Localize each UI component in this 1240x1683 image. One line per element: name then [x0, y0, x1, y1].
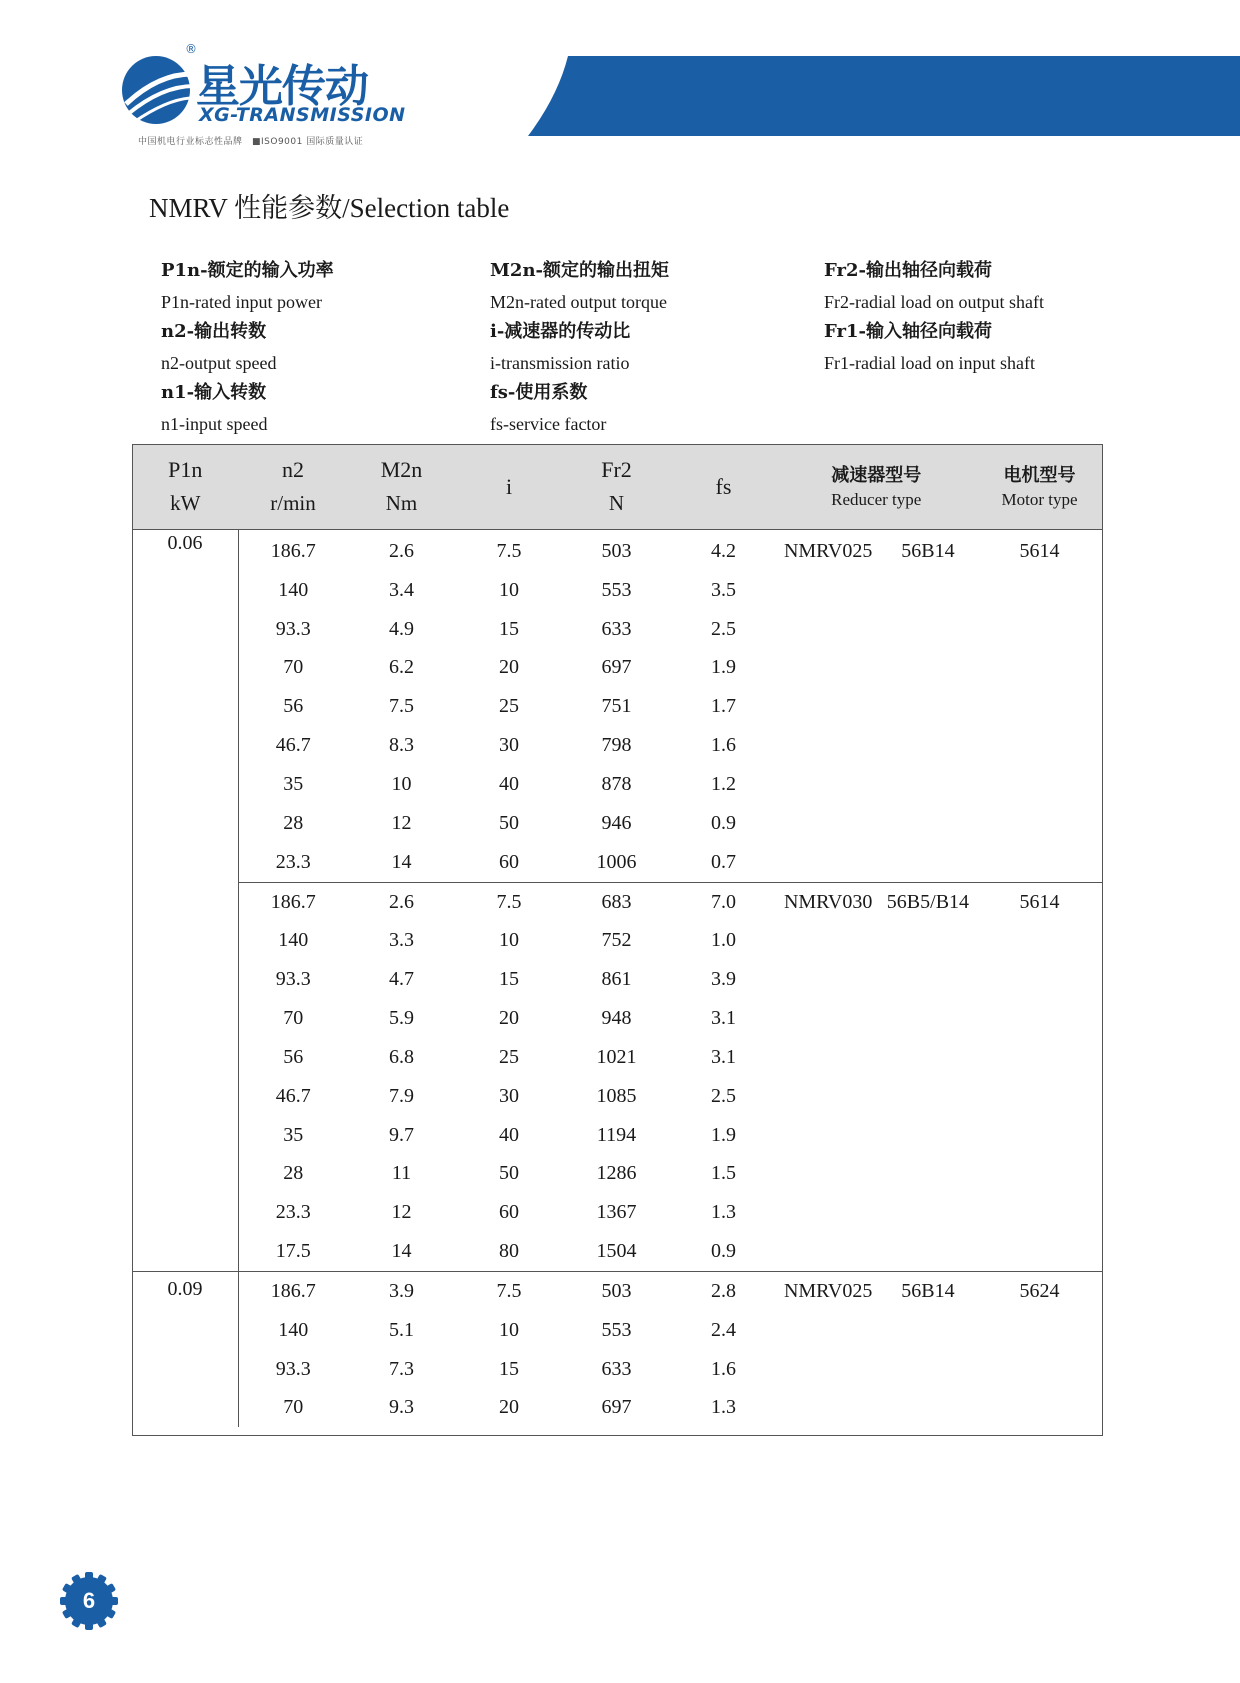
n2-cell: 93.3 [275, 617, 311, 640]
flange-cell [880, 765, 976, 804]
legend-column-2 [490, 256, 669, 439]
m2n-cell: 14 [391, 850, 412, 873]
fr2-cell: 1367 [596, 1201, 637, 1224]
fr2-cell: 697 [601, 1396, 632, 1419]
reducer-type-cell [777, 843, 880, 882]
ratio-cell: 50 [499, 811, 519, 834]
table-row [132, 610, 1103, 649]
table-row [132, 804, 1103, 843]
table-row [132, 1193, 1103, 1232]
ratio-cell: 7.5 [496, 539, 522, 562]
m2n-cell: 4.9 [389, 617, 414, 640]
fs-cell: 2.8 [671, 1272, 777, 1311]
m2n-cell: 9.3 [389, 1396, 414, 1419]
reducer-type-cell [777, 610, 880, 649]
legend-fs-cn: fs-使用系数 [490, 382, 588, 403]
fs-cell: 1.2 [711, 772, 736, 795]
fs-cell: 1.3 [711, 1396, 736, 1419]
table-row [132, 1116, 1103, 1155]
fr2-cell: 553 [601, 578, 632, 601]
reducer-type-cell [777, 649, 880, 688]
fs-cell: 7.0 [671, 882, 777, 921]
fs-cell: 1.9 [711, 656, 736, 679]
flange-cell [880, 1193, 976, 1232]
table-body [132, 530, 1103, 1428]
motor-type-cell [976, 1038, 1103, 1077]
flange-cell: 56B14 [880, 1272, 976, 1311]
fr2-cell: 752 [601, 929, 632, 952]
legend-i-en: i-transmission ratio [490, 352, 630, 373]
motor-type-cell [976, 610, 1103, 649]
table-row [132, 1350, 1103, 1389]
n2-cell: 140 [278, 1318, 309, 1341]
m2n-cell: 7.5 [389, 695, 414, 718]
table-row [132, 1232, 1103, 1271]
flange-cell [880, 1155, 976, 1194]
ratio-cell: 60 [499, 1201, 519, 1224]
motor-type-cell [976, 1116, 1103, 1155]
fs-cell: 2.5 [711, 1084, 736, 1107]
flange-cell [880, 726, 976, 765]
reducer-type-cell [777, 1038, 880, 1077]
n2-cell: 17.5 [275, 1240, 311, 1263]
table-row [132, 1272, 1103, 1311]
flange-cell [880, 1232, 976, 1271]
motor-type-cell [976, 1350, 1103, 1389]
reducer-type-cell [777, 1193, 880, 1232]
fs-cell: 2.4 [711, 1318, 736, 1341]
m2n-cell: 11 [391, 1162, 412, 1185]
n2-cell: 46.7 [275, 734, 311, 757]
n2-cell: 35 [283, 1123, 304, 1146]
table-row [132, 649, 1103, 688]
legend-n1-en: n1-input speed [161, 413, 268, 434]
n2-cell: 28 [283, 811, 304, 834]
legend-m2n-en: M2n-rated output torque [490, 291, 667, 312]
legend-fs-en: fs-service factor [490, 413, 607, 434]
motor-type-cell [976, 571, 1103, 610]
legend-n2-cn: n2-输出转数 [161, 321, 267, 342]
legend-m2n-cn: M2n-额定的输出扭矩 [490, 260, 670, 281]
reducer-type-cell [777, 999, 880, 1038]
fr2-cell: 697 [601, 656, 632, 679]
m2n-cell: 8.3 [389, 734, 414, 757]
fr2-cell: 948 [601, 1007, 632, 1030]
fr2-cell: 1085 [596, 1084, 637, 1107]
motor-type-cell [976, 765, 1103, 804]
header-m2n [348, 445, 456, 530]
table-row [132, 1389, 1103, 1428]
table-row [132, 843, 1103, 882]
legend-n2-en: n2-output speed [161, 352, 277, 373]
selection-table [132, 444, 1103, 1427]
n2-cell: 186.7 [270, 539, 316, 562]
ratio-cell: 7.5 [456, 882, 563, 921]
reducer-type-cell: NMRV030 [777, 882, 880, 921]
m2n-cell: 5.9 [389, 1007, 414, 1030]
flange-cell [880, 1350, 976, 1389]
n2-cell: 140 [278, 929, 309, 952]
brand-name-cn: 星光传动 [196, 61, 368, 112]
flange-cell: 56B5/B14 [880, 882, 976, 921]
flange-cell [880, 843, 976, 882]
m2n-cell: 12 [391, 811, 412, 834]
header-i-symbol: i [505, 474, 513, 499]
fs-cell: 0.7 [711, 850, 736, 873]
ratio-cell: 15 [499, 617, 519, 640]
fr2-cell: 1006 [596, 850, 637, 873]
legend-fr2-cn: Fr2-输出轴径向载荷 [824, 260, 992, 281]
ratio-cell: 20 [499, 656, 519, 679]
reducer-type-cell [777, 1232, 880, 1271]
ratio-cell: 30 [499, 734, 519, 757]
table-row [132, 1155, 1103, 1194]
header-m2n-symbol: M2n [380, 457, 423, 482]
reducer-type-cell [777, 765, 880, 804]
m2n-cell: 12 [391, 1201, 412, 1224]
table-row [132, 921, 1103, 960]
header-motor-type [976, 445, 1103, 530]
n2-cell: 93.3 [275, 968, 311, 991]
reducer-type-cell [777, 1389, 880, 1428]
m2n-cell: 3.9 [348, 1272, 456, 1311]
fr2-cell: 633 [601, 1357, 632, 1380]
fs-cell: 1.9 [711, 1123, 736, 1146]
table-header-row [132, 445, 1103, 530]
m2n-cell: 7.3 [389, 1357, 414, 1380]
m2n-cell: 2.6 [348, 882, 456, 921]
table-row [132, 726, 1103, 765]
header-m2n-unit: Nm [385, 491, 418, 515]
legend-column-3 [824, 256, 1044, 378]
fs-cell: 4.2 [711, 539, 736, 562]
power-cell: 0.09 [132, 1272, 239, 1428]
registered-mark: ® [185, 42, 197, 56]
reducer-type-cell [777, 804, 880, 843]
reducer-type-cell [777, 921, 880, 960]
motor-type-cell [976, 1311, 1103, 1350]
motor-type-cell [976, 960, 1103, 999]
ratio-cell: 40 [499, 772, 519, 795]
motor-type-cell [976, 1077, 1103, 1116]
fs-cell: 3.9 [711, 968, 736, 991]
legend-i-cn: i-减速器的传动比 [490, 321, 631, 342]
table-row [132, 1311, 1103, 1350]
header-reducer-type [777, 445, 977, 530]
fr2-cell: 798 [601, 734, 632, 757]
header-n2-unit: r/min [270, 491, 316, 515]
reducer-type-cell [777, 726, 880, 765]
motor-type-cell [976, 726, 1103, 765]
ratio-cell: 25 [499, 1045, 519, 1068]
n2-cell: 28 [283, 1162, 304, 1185]
ratio-cell: 20 [499, 1396, 519, 1419]
motor-type-cell: 5624 [976, 1272, 1103, 1311]
fr2-cell: 751 [601, 695, 632, 718]
flange-cell [880, 999, 976, 1038]
n2-cell: 70 [283, 1396, 304, 1419]
m2n-cell: 9.7 [389, 1123, 414, 1146]
header-fr2 [563, 445, 671, 530]
fr2-cell: 1194 [596, 1123, 637, 1146]
legend-fr1-cn: Fr1-输入轴径向载荷 [824, 321, 992, 342]
legend-p1n-en: P1n-rated input power [161, 291, 322, 312]
n2-cell: 70 [283, 656, 304, 679]
header-fr2-unit: N [608, 491, 625, 515]
table-row [132, 530, 1103, 571]
motor-type-cell [976, 1193, 1103, 1232]
flange-cell [880, 1311, 976, 1350]
ratio-cell: 60 [499, 850, 519, 873]
table-row [132, 765, 1103, 804]
fr2-cell: 1504 [596, 1240, 637, 1263]
flange-cell [880, 921, 976, 960]
flange-cell [880, 1038, 976, 1077]
reducer-type-cell [777, 1350, 880, 1389]
reducer-type-cell [777, 687, 880, 726]
header-p1n [132, 445, 239, 530]
fs-cell: 3.1 [711, 1045, 736, 1068]
fs-cell: 1.0 [711, 929, 736, 952]
m2n-cell: 14 [391, 1240, 412, 1263]
table-row [132, 687, 1103, 726]
motor-type-cell [976, 1155, 1103, 1194]
fs-cell: 2.5 [711, 617, 736, 640]
motor-type-cell [976, 804, 1103, 843]
motor-type-cell [976, 921, 1103, 960]
fr2-cell: 946 [601, 811, 632, 834]
flange-cell [880, 960, 976, 999]
m2n-cell: 10 [391, 772, 412, 795]
flange-cell [880, 1116, 976, 1155]
fs-cell: 1.3 [711, 1201, 736, 1224]
header-reducer-cn: 减速器型号 [831, 465, 922, 486]
ratio-cell: 15 [499, 968, 519, 991]
m2n-cell: 3.3 [389, 929, 414, 952]
table-row [132, 571, 1103, 610]
m2n-cell: 7.9 [389, 1084, 414, 1107]
flange-cell [880, 1077, 976, 1116]
legend-p1n-cn: P1n-额定的输入功率 [161, 260, 334, 281]
header-motor-cn: 电机型号 [1003, 465, 1076, 486]
legend-fr2-en: Fr2-radial load on output shaft [824, 291, 1044, 312]
legend-column-1 [161, 256, 334, 439]
m2n-cell: 5.1 [389, 1318, 414, 1341]
fr2-cell: 503 [563, 1272, 671, 1311]
table-row [132, 960, 1103, 999]
header-fr2-symbol: Fr2 [601, 457, 632, 482]
fs-cell: 1.6 [711, 734, 736, 757]
page-title: NMRV 性能参数/Selection table [149, 193, 510, 223]
ratio-cell: 30 [499, 1084, 519, 1107]
header-banner [528, 56, 1240, 136]
ratio-cell: 15 [499, 1357, 519, 1380]
n2-cell: 56 [283, 695, 304, 718]
header-reducer-en: Reducer type [831, 490, 922, 509]
fr2-cell: 861 [601, 968, 632, 991]
n2-cell: 140 [278, 578, 309, 601]
fs-cell: 0.9 [711, 811, 736, 834]
ratio-cell: 10 [499, 578, 519, 601]
motor-type-cell [976, 1232, 1103, 1271]
brand-name-en: XG-TRANSMISSION [199, 104, 406, 126]
n2-cell: 23.3 [275, 1201, 311, 1224]
table-row [132, 999, 1103, 1038]
n2-cell: 70 [283, 1007, 304, 1030]
m2n-cell: 3.4 [389, 578, 414, 601]
reducer-type-cell: NMRV025 [777, 1272, 880, 1311]
page-number: 6 [82, 1588, 96, 1613]
n2-cell: 186.7 [239, 1272, 348, 1311]
motor-type-cell: 5614 [1019, 539, 1060, 562]
fr2-cell: 878 [601, 772, 632, 795]
fs-cell: 1.7 [711, 695, 736, 718]
n2-cell: 186.7 [239, 882, 348, 921]
n2-cell: 23.3 [275, 850, 311, 873]
header-p1n-unit: kW [170, 491, 201, 515]
m2n-cell: 2.6 [389, 539, 414, 562]
n2-cell: 93.3 [275, 1357, 311, 1380]
fr2-cell: 683 [563, 882, 671, 921]
fs-cell: 0.9 [711, 1240, 736, 1263]
reducer-type-cell [777, 571, 880, 610]
flange-cell [880, 687, 976, 726]
header-p1n-symbol: P1n [168, 457, 203, 482]
ratio-cell: 7.5 [456, 1272, 563, 1311]
motor-type-cell [976, 1389, 1103, 1428]
fr2-cell: 633 [601, 617, 632, 640]
m2n-cell: 6.8 [389, 1045, 414, 1068]
fs-cell: 1.5 [711, 1162, 736, 1185]
header-motor-en: Motor type [1001, 490, 1078, 509]
reducer-type-cell [777, 1116, 880, 1155]
reducer-type-cell [777, 1155, 880, 1194]
flange-cell [880, 649, 976, 688]
header-n2 [239, 445, 348, 530]
motor-type-cell: 5614 [976, 882, 1103, 921]
legend-fr1-en: Fr1-radial load on input shaft [824, 352, 1035, 373]
table-row [132, 1038, 1103, 1077]
fr2-cell: 1286 [596, 1162, 637, 1185]
ratio-cell: 50 [499, 1162, 519, 1185]
fs-cell: 3.1 [711, 1007, 736, 1030]
header-n2-symbol: n2 [282, 457, 304, 482]
flange-cell [880, 571, 976, 610]
fr2-cell: 1021 [596, 1045, 637, 1068]
legend-n1-cn: n1-输入转数 [161, 382, 267, 403]
reducer-type-cell [777, 1077, 880, 1116]
power-cell: 0.06 [132, 530, 239, 1272]
header-fs [671, 445, 777, 530]
flange-cell [880, 1389, 976, 1428]
n2-cell: 35 [283, 772, 304, 795]
motor-type-cell [976, 687, 1103, 726]
motor-type-cell [976, 843, 1103, 882]
table-row [132, 882, 1103, 921]
reducer-type-cell: NMRV025 [783, 539, 873, 562]
motor-type-cell [976, 999, 1103, 1038]
n2-cell: 56 [283, 1045, 304, 1068]
header-fs-symbol: fs [715, 474, 732, 499]
fr2-cell: 503 [601, 539, 632, 562]
ratio-cell: 10 [499, 1318, 519, 1341]
fs-cell: 3.5 [711, 578, 736, 601]
flange-cell [880, 610, 976, 649]
reducer-type-cell [777, 1311, 880, 1350]
flange-cell: 56B14 [901, 539, 955, 562]
brand-tagline: 中国机电行业标志性品牌 ■ISO9001 国际质量认证 [138, 137, 364, 147]
flange-cell [880, 804, 976, 843]
reducer-type-cell [777, 960, 880, 999]
header-i [456, 445, 563, 530]
fr2-cell: 553 [601, 1318, 632, 1341]
m2n-cell: 6.2 [389, 656, 414, 679]
fs-cell: 1.6 [711, 1357, 736, 1380]
m2n-cell: 4.7 [389, 968, 414, 991]
motor-type-cell [976, 649, 1103, 688]
table-row [132, 1077, 1103, 1116]
ratio-cell: 10 [499, 929, 519, 952]
ratio-cell: 25 [499, 695, 519, 718]
ratio-cell: 20 [499, 1007, 519, 1030]
n2-cell: 46.7 [275, 1084, 311, 1107]
ratio-cell: 40 [499, 1123, 519, 1146]
ratio-cell: 80 [499, 1240, 519, 1263]
